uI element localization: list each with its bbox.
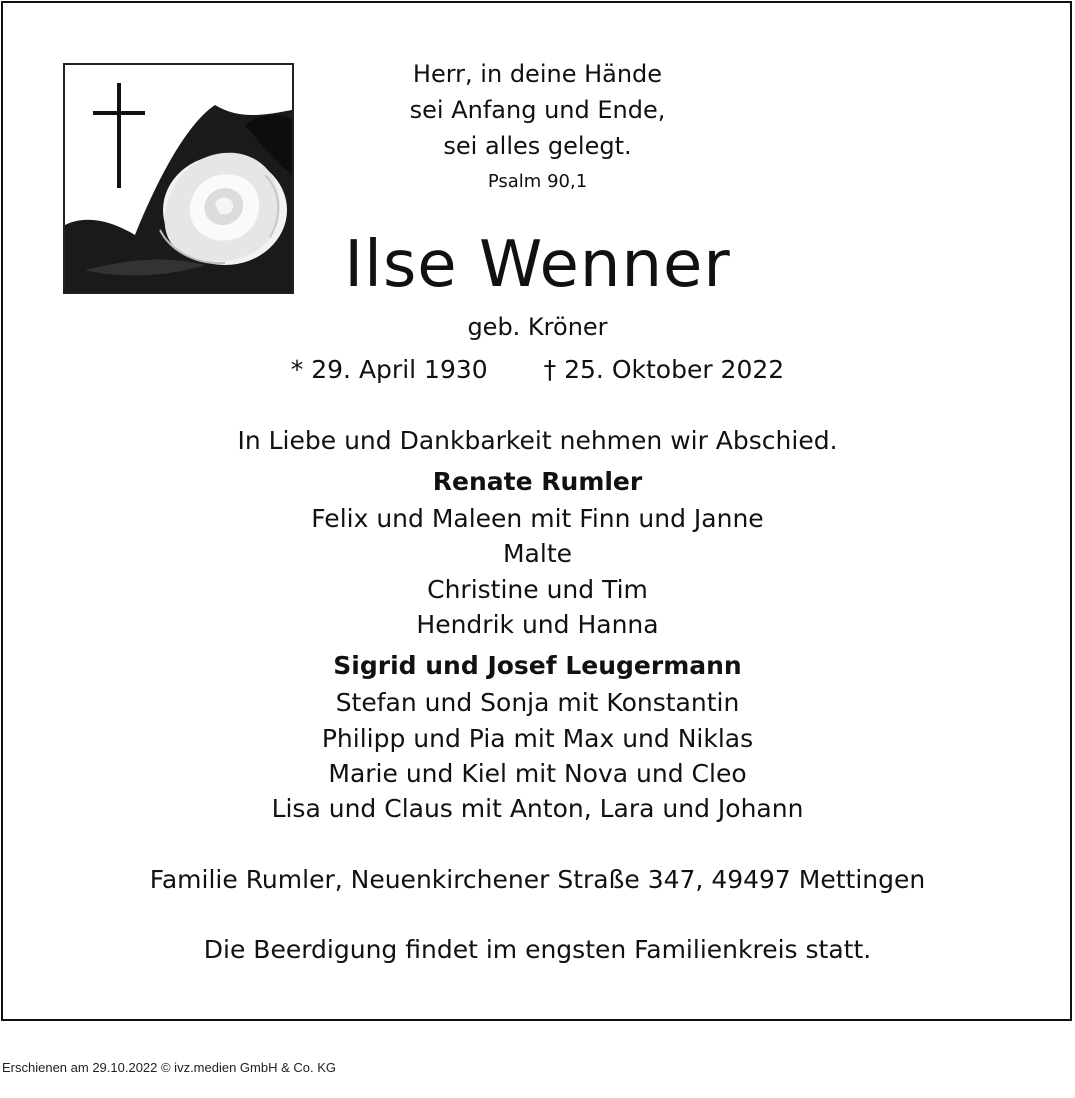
verse-line: sei Anfang und Ende, bbox=[409, 96, 666, 124]
verse-line: sei alles gelegt. bbox=[443, 132, 632, 160]
mourner-line: Stefan und Sonja mit Konstantin bbox=[335, 688, 740, 717]
mourner-line: Philipp und Pia mit Max und Niklas bbox=[321, 724, 754, 753]
mourner-line: Lisa und Claus mit Anton, Lara und Johann bbox=[271, 794, 804, 823]
verse-line: Herr, in deine Hände bbox=[412, 60, 663, 88]
mourner-line: Felix und Maleen mit Finn und Janne bbox=[311, 504, 764, 533]
deceased-name: Ilse Wenner bbox=[344, 228, 731, 302]
intro-text: In Liebe und Dankbarkeit nehmen wir Abschied. bbox=[237, 426, 838, 455]
mourner-line: Marie und Kiel mit Nova und Cleo bbox=[328, 759, 747, 788]
life-dates bbox=[0, 355, 1075, 384]
birth-date: * 29. April 1930 bbox=[290, 355, 488, 384]
death-date: † 25. Oktober 2022 bbox=[543, 355, 785, 384]
mourner-line: Malte bbox=[502, 539, 573, 568]
mourner-head: Renate Rumler bbox=[432, 467, 643, 496]
mourner-line: Christine und Tim bbox=[427, 575, 648, 604]
verse-source: Psalm 90,1 bbox=[487, 171, 588, 192]
birth-name: geb. Kröner bbox=[467, 313, 608, 341]
mourner-head: Sigrid und Josef Leugermann bbox=[333, 651, 742, 680]
funeral-note: Die Beerdigung findet im engsten Familienkreis statt. bbox=[203, 935, 872, 964]
mourner-line: Hendrik und Hanna bbox=[416, 610, 659, 639]
verse bbox=[0, 56, 1075, 164]
publication-footer: Erschienen am 29.10.2022 © ivz.medien GmbH & Co. KG bbox=[2, 1060, 337, 1075]
family-address: Familie Rumler, Neuenkirchener Straße 347, 49497 Mettingen bbox=[149, 865, 926, 894]
